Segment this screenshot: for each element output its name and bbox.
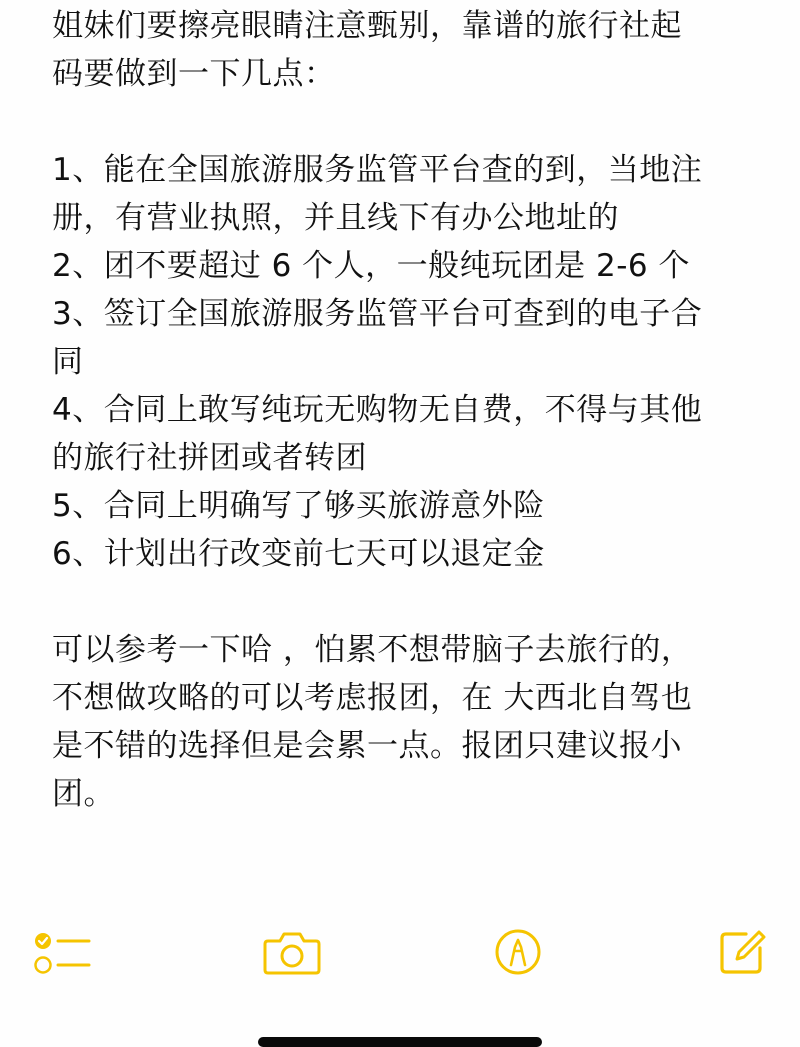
markup-pen-icon — [493, 927, 543, 977]
note-line: 5、合同上明确写了够买旅游意外险 — [52, 488, 545, 524]
note-body[interactable] — [52, 2, 752, 818]
note-line: 1、能在全国旅游服务监管平台查的到，当地注 — [52, 152, 703, 188]
note-line: 同 — [52, 344, 84, 380]
camera-button[interactable] — [260, 920, 324, 984]
compose-button[interactable] — [710, 920, 774, 984]
note-line: 可以参考一下哈 ，怕累不想带脑子去旅行的， — [52, 632, 693, 668]
note-line: 的旅行社拼团或者转团 — [52, 440, 367, 476]
compose-icon — [716, 926, 768, 978]
note-line: 2、团不要超过 6 个人，一般纯玩团是 2-6 个 — [52, 248, 690, 284]
note-line: 不想做攻略的可以考虑报团，在 大西北自驾也 — [52, 680, 693, 716]
bottom-toolbar — [0, 920, 800, 990]
checklist-button[interactable] — [30, 920, 94, 984]
note-line: 姐妹们要擦亮眼睛注意甄别，靠谱的旅行社起 — [52, 8, 682, 44]
note-line: 码要做到一下几点： — [52, 56, 336, 92]
note-line: 册，有营业执照，并且线下有办公地址的 — [52, 200, 619, 236]
note-line: 团。 — [52, 776, 115, 812]
note-blank-line — [52, 98, 752, 146]
note-blank-line — [52, 578, 752, 626]
note-line: 6、计划出行改变前七天可以退定金 — [52, 536, 545, 572]
home-indicator[interactable] — [258, 1037, 542, 1047]
note-line: 是不错的选择但是会累一点。报团只建议报小 — [52, 728, 682, 764]
note-line: 3、签订全国旅游服务监管平台可查到的电子合 — [52, 296, 703, 332]
markup-button[interactable] — [486, 920, 550, 984]
camera-icon — [262, 927, 322, 977]
checklist-icon — [33, 927, 91, 977]
note-line: 4、合同上敢写纯玩无购物无自费，不得与其他 — [52, 392, 703, 428]
